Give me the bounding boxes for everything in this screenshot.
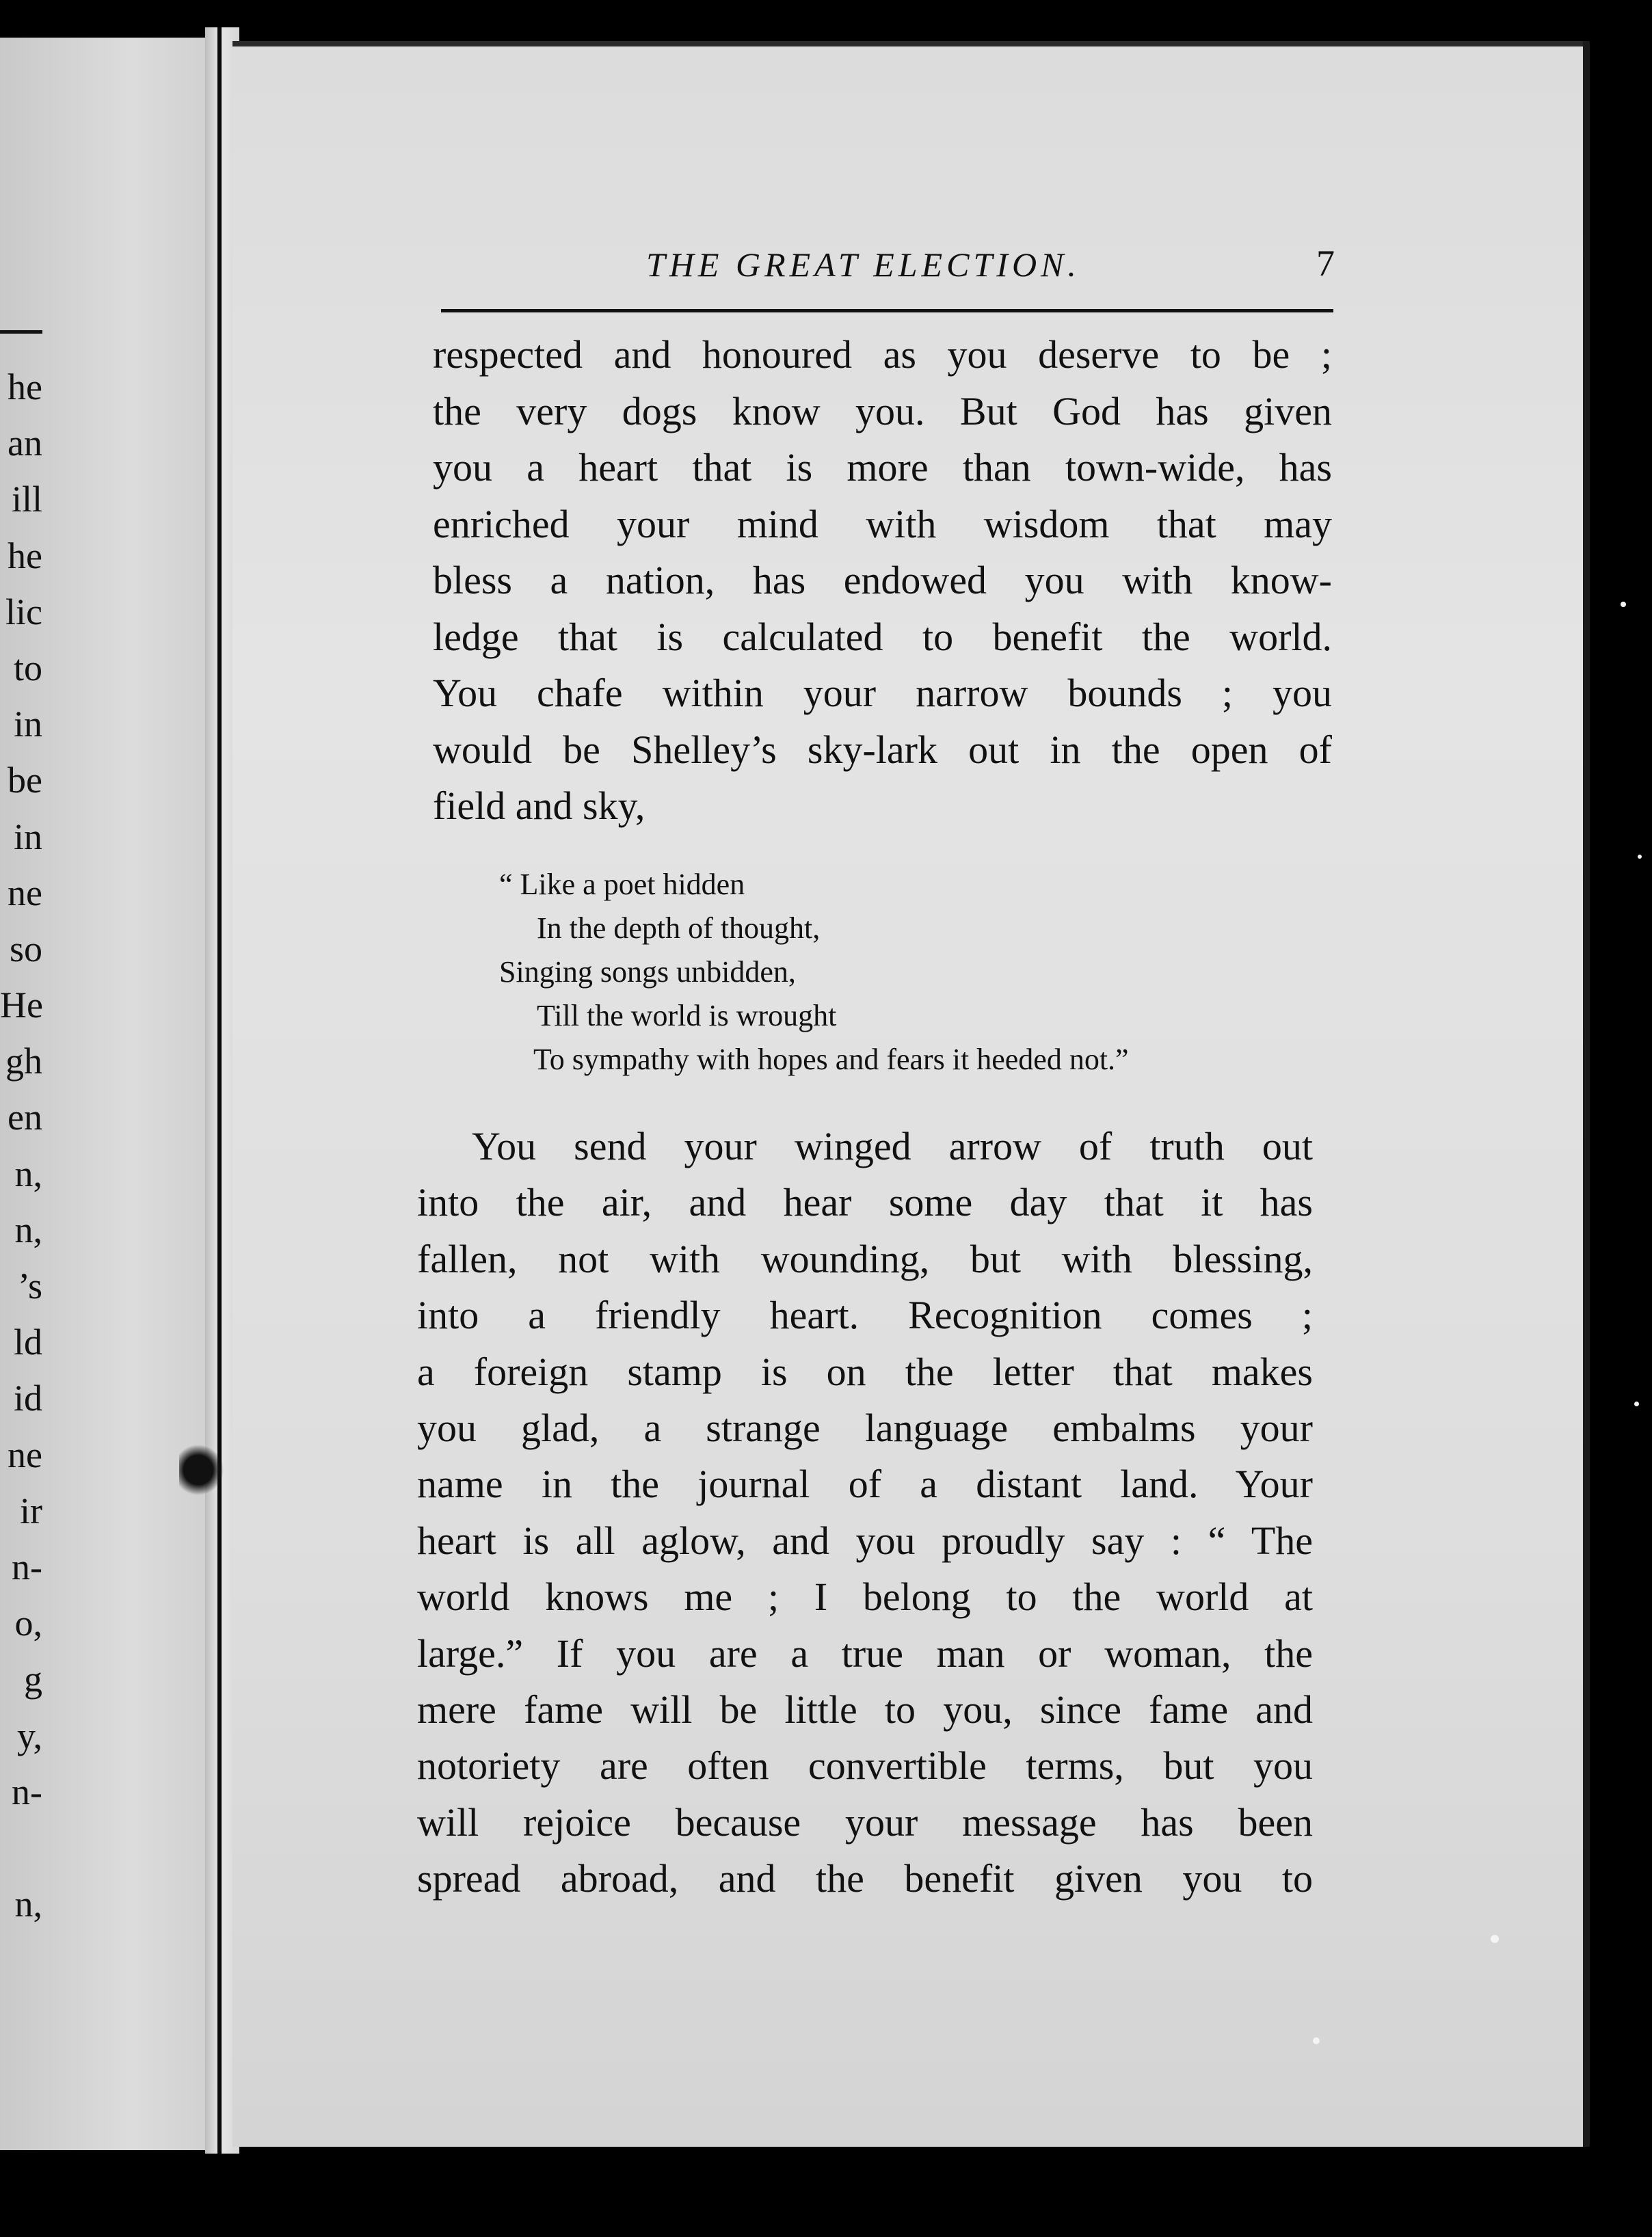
text-line: You send your winged arrow of truth out xyxy=(472,1124,1313,1168)
text-line: large.” If you are a true man or woman, the xyxy=(417,1631,1313,1676)
text-line: into the air, and hear some day that it has xyxy=(417,1180,1313,1225)
text-line: spread abroad, and the benefit given you to xyxy=(417,1856,1313,1901)
text-line: respected and honoured as you deserve to be ; xyxy=(433,332,1332,377)
left-facing-page xyxy=(0,38,219,2150)
binding-line xyxy=(217,27,222,2154)
left-fragment: gh xyxy=(5,1041,42,1082)
text-line: mere fame will be little to you, since fame and xyxy=(417,1687,1313,1732)
left-fragment: ir xyxy=(20,1490,42,1531)
verse-line: In the depth of thought, xyxy=(537,911,821,945)
left-fragment: ’s xyxy=(17,1265,42,1307)
page-number: 7 xyxy=(1316,243,1335,284)
left-fragment: n- xyxy=(12,1771,42,1812)
left-page-rule xyxy=(0,330,42,334)
dust-speck xyxy=(1491,1935,1499,1943)
header-rule xyxy=(441,309,1333,312)
text-line: notoriety are often convertible terms, but you xyxy=(417,1743,1313,1789)
verse-quotation xyxy=(499,863,1320,1082)
left-fragment: n, xyxy=(14,1209,42,1250)
dust-speck xyxy=(1621,602,1626,607)
left-fragment: He xyxy=(0,984,43,1026)
left-fragment: id xyxy=(13,1378,42,1419)
text-line: field and sky, xyxy=(433,783,645,828)
left-fragment: so xyxy=(9,928,42,969)
left-fragment: lic xyxy=(5,591,42,632)
text-line: fallen, not with wounding, but with blessing, xyxy=(417,1236,1313,1281)
dust-speck xyxy=(1313,2037,1320,2044)
left-fragment: he xyxy=(8,366,42,407)
text-line: name in the journal of a distant land. Your xyxy=(417,1462,1313,1507)
left-fragment: ill xyxy=(11,479,42,520)
text-line: enriched your mind with wisdom that may xyxy=(433,501,1332,546)
left-page-line-fragments xyxy=(0,359,42,1932)
dust-speck xyxy=(1634,1402,1639,1406)
left-fragment: n, xyxy=(14,1153,42,1194)
dust-speck xyxy=(1638,855,1642,859)
binding-damage-mark xyxy=(179,1439,227,1501)
verse-line: To sympathy with hopes and fears it heeded not.” xyxy=(533,1043,1129,1076)
left-fragment: in xyxy=(13,816,42,857)
text-line: you a heart that is more than town-wide, has xyxy=(433,445,1332,490)
left-fragment: g xyxy=(24,1659,42,1700)
left-fragment: in xyxy=(13,704,42,745)
left-fragment: en xyxy=(8,1097,42,1138)
verse-line: Singing songs unbidden, xyxy=(499,955,796,989)
text-line: will rejoice because your message has been xyxy=(417,1799,1313,1845)
text-line: heart is all aglow, and you proudly say : “ The xyxy=(417,1518,1313,1563)
text-line: you glad, a strange language embalms your xyxy=(417,1405,1313,1450)
text-line: bless a nation, has endowed you with know- xyxy=(433,558,1332,602)
left-fragment: n- xyxy=(12,1546,42,1588)
left-fragment: an xyxy=(8,423,42,464)
text-line: into a friendly heart. Recognition comes ; xyxy=(417,1293,1313,1338)
left-fragment: y, xyxy=(17,1715,42,1756)
paragraph-1 xyxy=(433,327,1332,835)
left-fragment: ne xyxy=(8,1434,42,1475)
verse-line: “ Like a poet hidden xyxy=(499,868,745,901)
text-line: would be Shelley’s sky-lark out in the open of xyxy=(433,727,1332,772)
running-head: THE GREAT ELECTION. xyxy=(646,245,1080,284)
left-fragment: ld xyxy=(13,1322,42,1363)
page-top-edge xyxy=(232,41,1583,46)
left-fragment: n, xyxy=(14,1884,42,1925)
verse-line: Till the world is wrought xyxy=(537,999,837,1032)
left-fragment: o, xyxy=(14,1603,42,1644)
left-fragment: he xyxy=(8,535,42,576)
text-line: world knows me ; I belong to the world at xyxy=(417,1575,1313,1620)
left-fragment: ne xyxy=(8,872,42,913)
text-line: ledge that is calculated to benefit the world. xyxy=(433,614,1332,659)
left-fragment: be xyxy=(8,760,42,801)
text-line: You chafe within your narrow bounds ; you xyxy=(433,671,1332,715)
text-line: the very dogs know you. But God has given xyxy=(433,388,1332,433)
left-fragment: to xyxy=(13,647,42,688)
left-fragment xyxy=(0,1820,42,1876)
text-line: a foreign stamp is on the letter that makes xyxy=(417,1349,1313,1394)
paragraph-2 xyxy=(417,1118,1313,1907)
